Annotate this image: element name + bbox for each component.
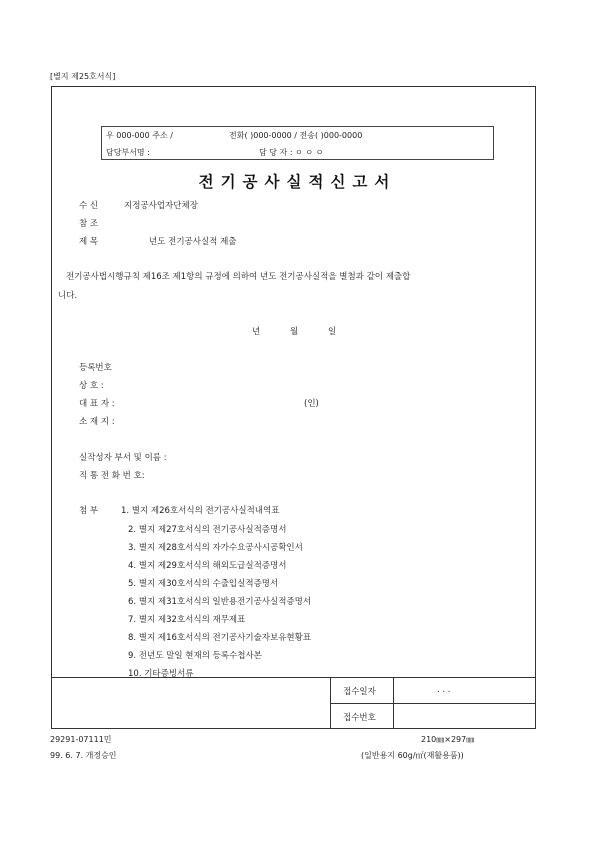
date-day: 일 <box>328 327 337 337</box>
footer-approval: 99. 6. 7. 개정승인 <box>50 751 117 760</box>
attachments-label: 첨 부 <box>79 506 99 516</box>
document-title: 전기공사실적신고서 <box>198 173 397 191</box>
recipient-ref-label: 참 조 <box>79 219 99 229</box>
footer-paper-size: 210㎜×297㎜ <box>421 735 475 744</box>
recipient-to-label: 수 신 <box>79 201 99 211</box>
body-text-line2: 니다. <box>58 291 78 301</box>
footer-paper-type: (일반용지 60g/㎡(재활용품)) <box>361 751 464 760</box>
body-text-line1: 전기공사법시행규칙 제16조 제1항의 규정에 의하여 년도 전기공사실적을 별첨과 같이 제출합 <box>66 272 411 282</box>
subject-label: 제 목 <box>79 237 99 247</box>
receipt-date-label: 접수일자 <box>343 687 376 697</box>
attachment-item: 3. 별지 제28호서식의 자가수요공사시공확인서 <box>128 543 303 553</box>
attachment-item: 6. 별지 제31호서식의 일반용전기공사실적증명서 <box>128 597 312 607</box>
attachment-item: 1. 별지 제26호서식의 전기공사실적내역표 <box>121 506 280 516</box>
attachment-item: 5. 별지 제30호서식의 수출입실적증명서 <box>128 579 279 589</box>
writer-dept-name-label: 실작성자 부서 및 이름 : <box>79 453 167 463</box>
location-label: 소 재 지 : <box>79 417 115 427</box>
registration-number-label: 등록번호 <box>79 363 112 373</box>
subject-value: 년도 전기공사실적 제출 <box>149 237 237 247</box>
sender-zip-address: 우 000-000 주소 / <box>106 131 173 140</box>
form-number-label: [별지 제25호서식] <box>50 72 116 81</box>
recipient-to-value: 지정공사업자단체장 <box>124 201 198 211</box>
receipt-number-label: 접수번호 <box>343 713 376 723</box>
receipt-divider <box>330 703 536 704</box>
attachment-item: 8. 별지 제16호서식의 전기공사기술자보유현황표 <box>128 633 312 643</box>
sender-dept-name: 담당부서명 : <box>106 148 150 157</box>
attachment-item: 2. 별지 제27호서식의 전기공사실적증명서 <box>128 525 287 535</box>
sender-officer: 담 당 자 : ㅇ ㅇ ㅇ <box>259 148 324 157</box>
attachment-item: 10. 기타증빙서류 <box>128 669 194 679</box>
representative-label: 대 표 자 : <box>79 399 115 409</box>
date-month: 월 <box>290 327 299 337</box>
footer-code: 29291-07111민 <box>50 735 112 744</box>
seal-mark: (인) <box>304 399 319 409</box>
attachment-item: 9. 전년도 말일 현재의 등록수첩사본 <box>128 651 262 661</box>
trade-name-label: 상 호 : <box>79 381 104 391</box>
direct-phone-label: 직 통 전 화 번 호: <box>79 471 145 481</box>
receipt-date-value: . . . <box>437 685 451 695</box>
date-year: 년 <box>252 327 261 337</box>
attachment-item: 4. 별지 제29호서식의 해외도급실적증명서 <box>128 561 287 571</box>
attachment-item: 7. 별지 제32호서식의 재무제표 <box>128 615 246 625</box>
sender-phone-fax: 전화( )000-0000 / 전송( )000-0000 <box>229 131 363 140</box>
